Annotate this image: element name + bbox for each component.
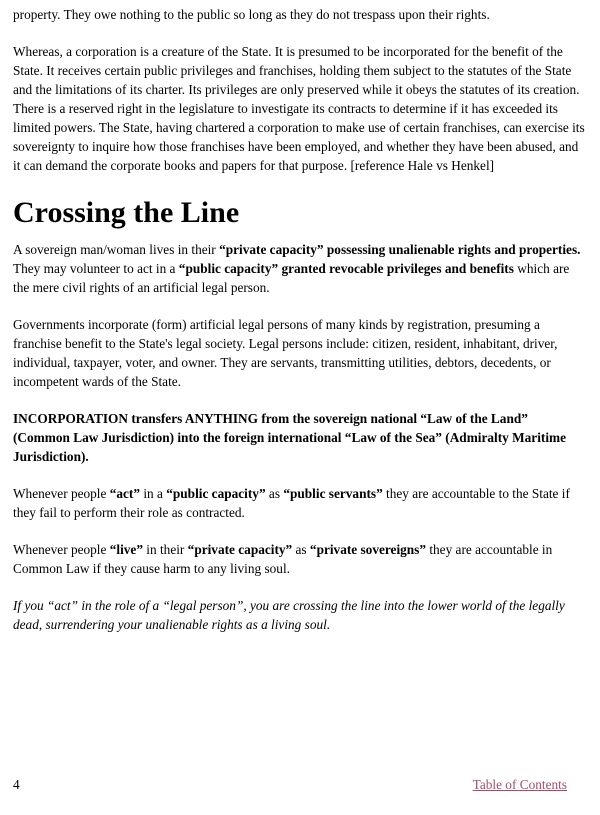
text-run: “private capacity” possessing unalienable rights and properties.: [219, 242, 581, 257]
text-run: in their: [142, 542, 188, 557]
text-run: Whereas, a corporation is a creature of the State. It is presumed to be incorporated for the benefit of the State. It receives certain public privileges and franchises, holding them subject to the statutes of the State and the limitations of its charter. Its privileges are only preserved while it obeys the statutes of its creation. There is a reserved right in the legislature to investigate its contracts to determine if it has exceeded its limited powers. The State, having chartered a corporation to make use of certain franchises, can exercise its sovereignty to inquire how those franchises have been employed, and whether they have been abused, and it can demand the corporate books and papers for that purpose. [reference Hale vs Henkel]: [13, 44, 585, 173]
page-number: 4: [13, 777, 20, 792]
text-run: Whenever people: [13, 542, 110, 557]
paragraph-governments-incorporate: [13, 315, 588, 391]
table-of-contents-link[interactable]: Table of Contents: [472, 777, 567, 792]
text-run: If you “act” in the role of a “legal person”, you are crossing the line into the lower world of the legally dead, surrendering your unalienable rights as a living soul.: [13, 598, 565, 632]
text-run: INCORPORATION transfers ANYTHING from the sovereign national “Law of the Land” (Common Law Jurisdiction) into the foreign international “Law of the Sea” (Admiralty Maritime Jurisdiction).: [13, 411, 567, 464]
text-run: “act”: [109, 486, 141, 501]
text-run: property. They owe nothing to the public so long as they do not trespass upon their rights.: [13, 7, 490, 22]
text-run: they are accountable to the State if they fail to perform their role as contracted.: [13, 486, 570, 520]
paragraph-incorporation-transfers: [13, 409, 588, 466]
heading-crossing-the-line: Crossing the Line: [13, 196, 240, 229]
paragraph-sovereign-private-capacity: [13, 240, 588, 297]
paragraph-corporation-creature-of-state: [13, 42, 588, 175]
paragraph-crossing-line-warning: [13, 596, 588, 634]
text-run: “public capacity”: [166, 486, 266, 501]
text-run: “public capacity” granted revocable privileges and benefits: [178, 261, 514, 276]
text-run: A sovereign man/woman lives in their: [13, 242, 220, 257]
text-run: They may volunteer to act in a: [13, 261, 179, 276]
text-run: Whenever people: [13, 486, 110, 501]
text-run: in a: [140, 486, 167, 501]
paragraph-public-trespass: [13, 5, 588, 24]
document-body: [13, 5, 588, 634]
paragraph-act-public-capacity: [13, 484, 588, 522]
text-run: “live”: [109, 542, 143, 557]
text-run: as: [265, 486, 284, 501]
text-run: as: [292, 542, 310, 557]
text-run: “public servants”: [283, 486, 383, 501]
text-run: “private sovereigns”: [309, 542, 427, 557]
text-run: they are accountable in Common Law if they cause harm to any living soul.: [13, 542, 553, 576]
text-run: “private capacity”: [187, 542, 293, 557]
text-run: Governments incorporate (form) artificial legal persons of many kinds by registration, presuming a franchise benefit to the State's legal society. Legal persons include: citizen, resident, inhabitant, driver, individual, taxpayer, voter, and owner. They are servants, transmitting utilities, debtors, decedents, or incompetent wards of the State.: [13, 317, 558, 389]
text-run: which are the mere civil rights of an artificial legal person.: [13, 261, 570, 295]
page-footer: [13, 775, 567, 794]
paragraph-live-private-capacity: [13, 540, 588, 578]
